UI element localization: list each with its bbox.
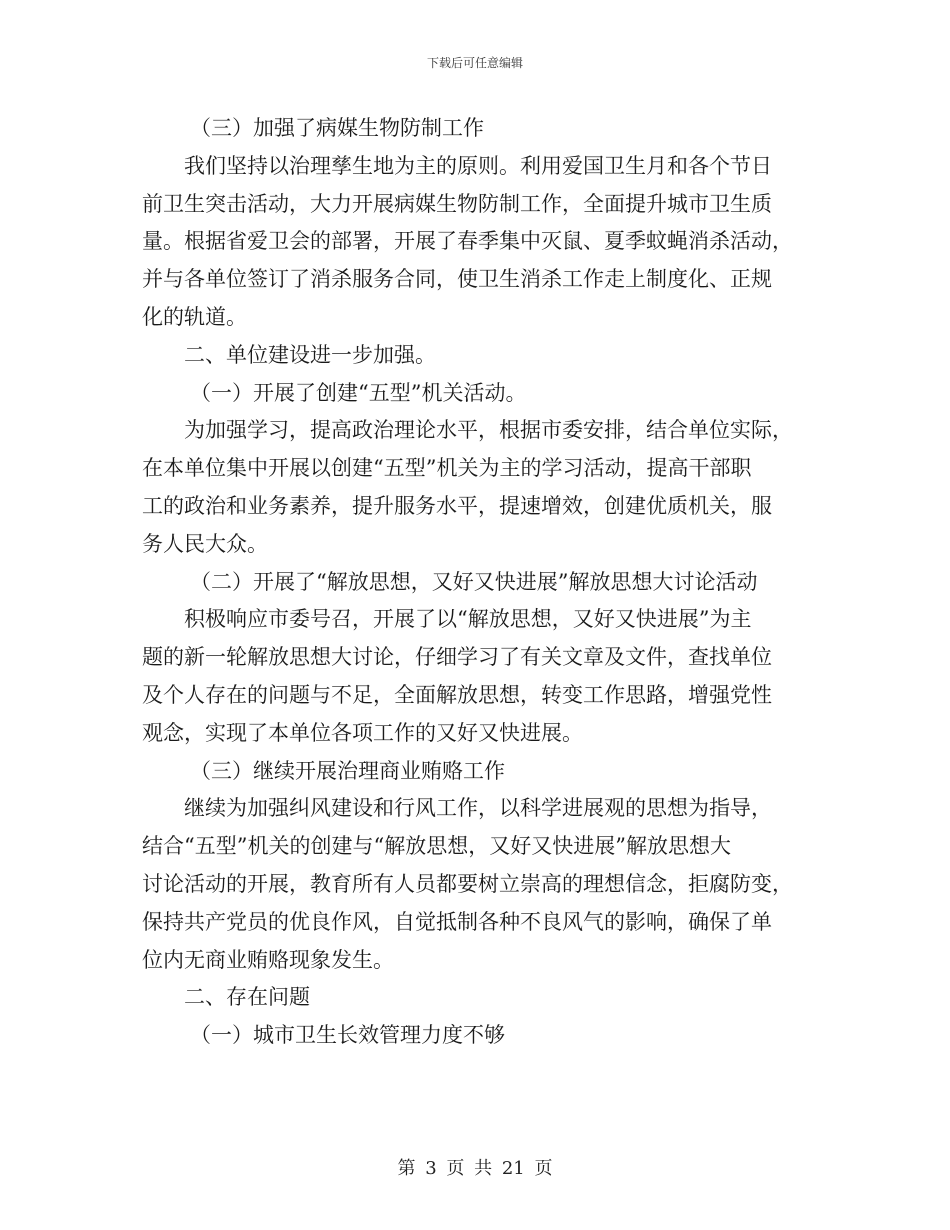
text-line: （一）开展了创建“五型”机关活动。 <box>190 380 527 405</box>
text-line: 结合“五型”机关的创建与“解放思想，又好又快进展”解放思想大 <box>142 834 731 859</box>
text-line: 量。根据省爱卫会的部署，开展了春季集中灭鼠、夏季蚊蝇消杀活动， <box>142 229 793 254</box>
text-line: 并与各单位签订了消杀服务合同，使卫生消杀工作走上制度化、正规 <box>142 267 772 292</box>
text-line: 二、存在问题 <box>184 985 310 1010</box>
text-line: 工的政治和业务素养，提升服务水平，提速增效，创建优质机关，服 <box>142 493 772 518</box>
text-line: （一）城市卫生长效管理力度不够 <box>190 1023 505 1048</box>
text-line: 我们坚持以治理孳生地为主的原则。利用爱国卫生月和各个节日 <box>184 153 772 178</box>
text-line: 积极响应市委号召，开展了以“解放思想，又好又快进展”为主 <box>184 607 752 632</box>
text-line: 前卫生突击活动，大力开展病媒生物防制工作，全面提升城市卫生质 <box>142 191 772 216</box>
text-line: 保持共产党员的优良作风，自觉抵制各种不良风气的影响，确保了单 <box>142 909 772 934</box>
text-line: 务人民大众。 <box>142 531 268 556</box>
text-line: 题的新一轮解放思想大讨论，仔细学习了有关文章及文件，查找单位 <box>142 645 772 670</box>
text-line: 化的轨道。 <box>142 304 247 329</box>
text-line: （二）开展了“解放思想，又好又快进展”解放思想大讨论活动 <box>190 569 758 594</box>
text-line: 为加强学习，提高政治理论水平，根据市委安排，结合单位实际， <box>184 418 793 443</box>
text-line: （三）加强了病媒生物防制工作 <box>190 116 484 140</box>
text-line: 在本单位集中开展以创建“五型”机关为主的学习活动，提高干部职 <box>142 456 752 481</box>
text-line: 讨论活动的开展，教育所有人员都要树立崇高的理想信念，拒腐防变， <box>142 871 793 896</box>
text-line: 位内无商业贿赂现象发生。 <box>142 947 394 972</box>
page-number-footer: 第 3 页 共 21 页 <box>397 1158 553 1179</box>
text-line: 继续为加强纠风建设和行风工作，以科学进展观的思想为指导， <box>184 796 772 821</box>
text-line: 二、单位建设进一步加强。 <box>184 342 436 367</box>
document-body <box>142 110 808 1055</box>
text-line: 及个人存在的问题与不足，全面解放思想，转变工作思路，增强党性 <box>142 682 772 707</box>
page-header: 下载后可任意编辑 <box>426 56 523 70</box>
text-line: （三）继续开展治理商业贿赂工作 <box>190 758 505 783</box>
text-line: 观念，实现了本单位各项工作的又好又快进展。 <box>142 720 583 745</box>
